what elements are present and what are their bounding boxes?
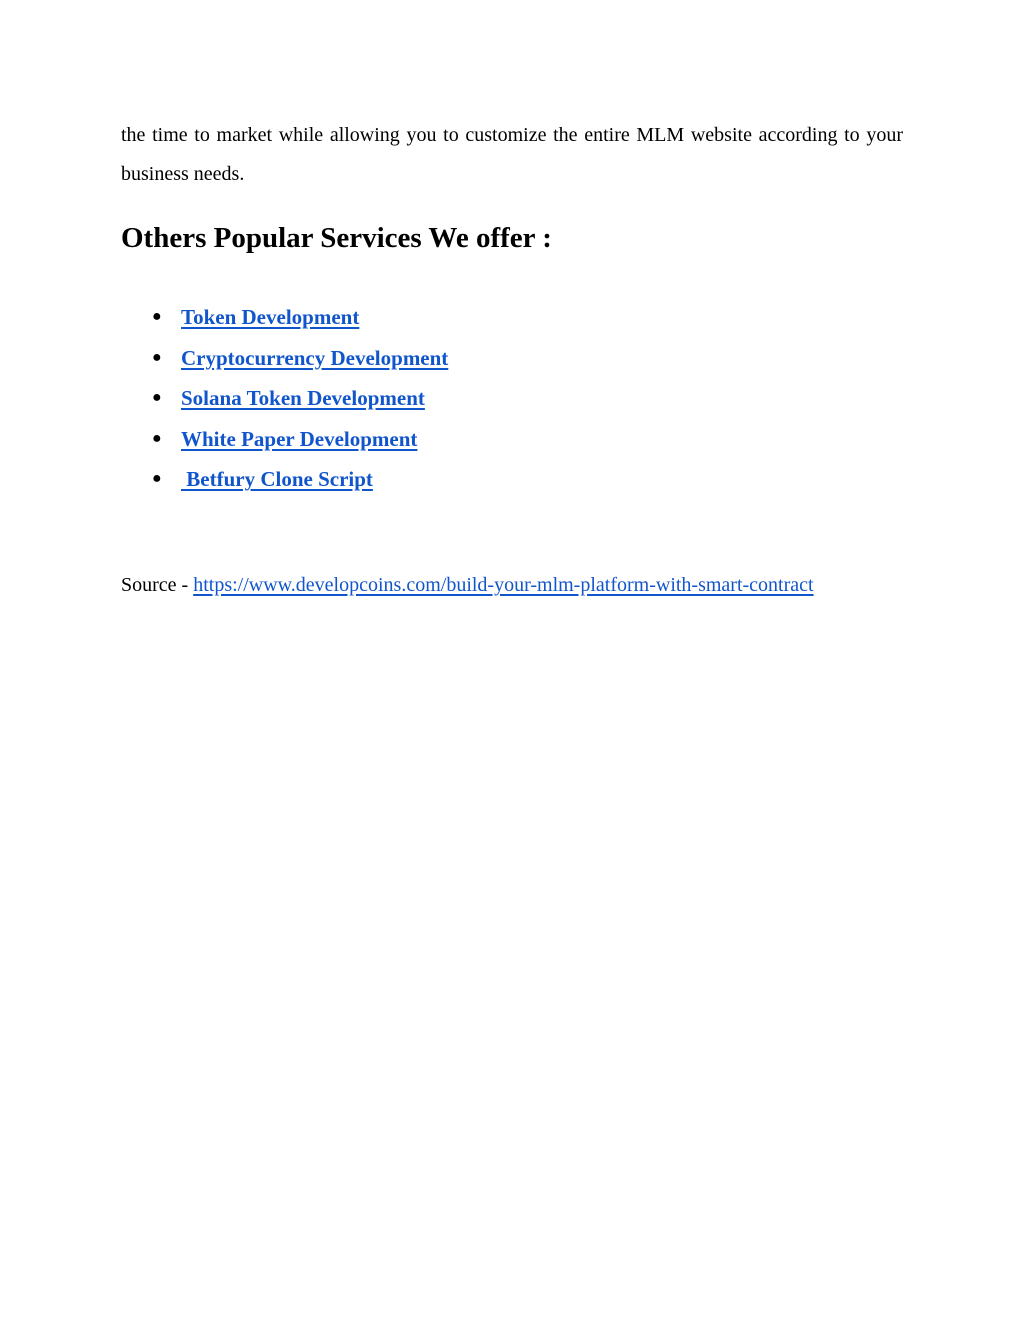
service-link-solana-token-development[interactable]: Solana Token Development — [181, 386, 425, 411]
service-link-white-paper-development[interactable]: White Paper Development — [181, 426, 418, 451]
service-link-cryptocurrency-development[interactable]: Cryptocurrency Development — [181, 345, 449, 370]
bullet-icon: ● — [152, 429, 162, 447]
service-link-betfury-clone-script[interactable]: Betfury Clone Script — [181, 467, 373, 492]
services-heading: Others Popular Services We offer : — [121, 222, 552, 254]
bullet-icon: ● — [152, 389, 162, 407]
source-link[interactable]: https://www.developcoins.com/build-your-mlm-platform-with-smart-contract — [193, 574, 814, 596]
source-prefix: Source - — [121, 574, 194, 596]
service-link-token-development[interactable]: Token Development — [181, 305, 360, 329]
bullet-icon: ● — [152, 470, 162, 488]
bullet-icon: ● — [152, 348, 162, 366]
intro-paragraph: the time to market while allowing you to customize the entire MLM website according to your business needs. — [121, 124, 903, 185]
bullet-icon: ● — [152, 308, 162, 325]
source-line — [121, 566, 814, 604]
